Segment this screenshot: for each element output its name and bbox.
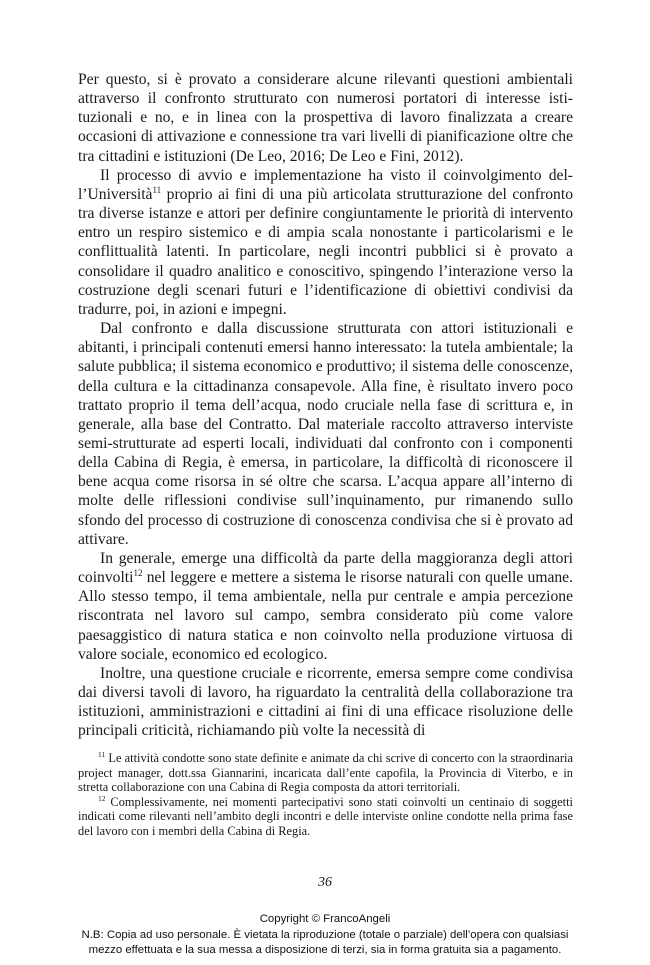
footnotes bbox=[78, 751, 573, 839]
body-text bbox=[78, 70, 573, 740]
copyright-notice bbox=[0, 912, 650, 959]
paragraph-2 bbox=[78, 166, 573, 319]
footnote-number: 11 bbox=[98, 749, 106, 759]
footnote-number: 12 bbox=[98, 793, 106, 803]
footnote-ref-12: 12 bbox=[133, 567, 143, 578]
footnote-text: Le attività condotte sono state definite e animate da chi scrive di concerto con la straordinaria project manager, dott.ssa Giannarini, incaricata dall’ente capofila, la Provincia di Viterbo, e in stretta collaborazione con una Cabina di Regia composta da attori territoriali. bbox=[78, 751, 573, 795]
copyright-line-1: Copyright © FrancoAngeli bbox=[259, 913, 391, 925]
paragraph-2-end: proprio ai fini di una più articolata strutturazione del confronto tra diverse istanze e attori per definire congiuntamente le priorità di intervento entro un respiro sistemico e di ampia scala nonostante i particolarismi e le conflittualità latenti. In particolare, negli incontri pubblici si è provato a consolidare il quadro analitico e conoscitivo, spingendo l’interazione verso la costruzione degli scenari futuri e l’identificazione di obiettivi condivisi da tradurre, poi, in azioni e impegni. bbox=[78, 185, 573, 318]
footnote-12 bbox=[78, 795, 573, 839]
page-number: 36 bbox=[318, 875, 332, 890]
copyright-line-3: mezzo effettuata e la sua messa a disposizione di terzi, sia in forma gratuita sia a pagamento. bbox=[88, 944, 562, 956]
copyright-line-2: N.B: Copia ad uso personale. È vietata la riproduzione (totale o parziale) dell’opera con qualsiasi bbox=[81, 928, 569, 941]
footnote-ref-11: 11 bbox=[152, 184, 162, 195]
paragraph-1: Per questo, si è provato a considerare alcune rilevanti questioni ambientali attraverso il confronto strutturato con numerosi portatori di interesse istituzionali e no, e in linea con la prospettiva di lavoro finalizzata a creare occasioni di attivazione e connessione tra vari livelli di pianificazione oltre che tra cittadini e istituzioni (De Leo, 2016; De Leo e Fini, 2012). bbox=[78, 71, 573, 165]
paragraph-2-start: Il processo di avvio e implementazione ha visto il coinvolgimento dell’Università bbox=[78, 166, 573, 203]
paragraph-4 bbox=[78, 549, 573, 664]
footnote-text: Complessivamente, nei momenti partecipativi sono stati coinvolti un centinaio di soggetti indicati come rilevanti nell’ambito degli incontri e delle interviste online condotte nella prima fase del lavoro con i membri della Cabina di Regia. bbox=[78, 794, 573, 838]
paragraph-4-end: nel leggere e mettere a sistema le risorse naturali con quelle umane. Allo stesso tempo, il tema ambientale, nella pur centrale e ampia percezione riscontrata nel lavoro sul campo, sembra considerato più come valore paesaggistico di natura statica e non coinvolto nella produzione virtuosa di valore sociale, economico ed ecologico. bbox=[78, 569, 573, 663]
paragraph-5: Inoltre, una questione cruciale e ricorrente, emersa sempre come condivisa dai diversi tavoli di lavoro, ha riguardato la centralità della collaborazione tra istituzioni, amministrazioni e cittadini ai fini di una efficace risoluzione delle principali criticità, richiamando più volte la necessità di bbox=[78, 664, 573, 740]
paragraph-4-start: In generale, emerge una difficoltà da parte della maggioranza degli attori coinvolti bbox=[78, 549, 573, 587]
footnote-11 bbox=[78, 751, 573, 795]
paragraph-3: Dal confronto e dalla discussione strutturata con attori istituzionali e abitanti, i principali contenuti emersi hanno interessato: la tutela ambientale; la salute pubblica; il sistema economico e produttivo; il sistema delle conoscenze, della cultura e la cittadinanza consapevole. Alla fine, è risultato invero poco trattato proprio il tema dell’acqua, nodo cruciale nella fase di scrittura e, in generale, alla base del Contratto. Dal materiale raccolto attraverso interviste semi-strutturate ad esperti locali, individuati dal confronto con i componenti della Cabina di Regia, è emersa, in particolare, la difficoltà di riconoscere il bene acqua come risorsa in sé oltre che scarsa. L’acqua appare all’interno di molte delle riflessioni condivise sull’inquinamento, pur rimanendo sullo sfondo del processo di costruzione di conoscenza condivisa che si è provato ad attivare. bbox=[78, 320, 573, 548]
